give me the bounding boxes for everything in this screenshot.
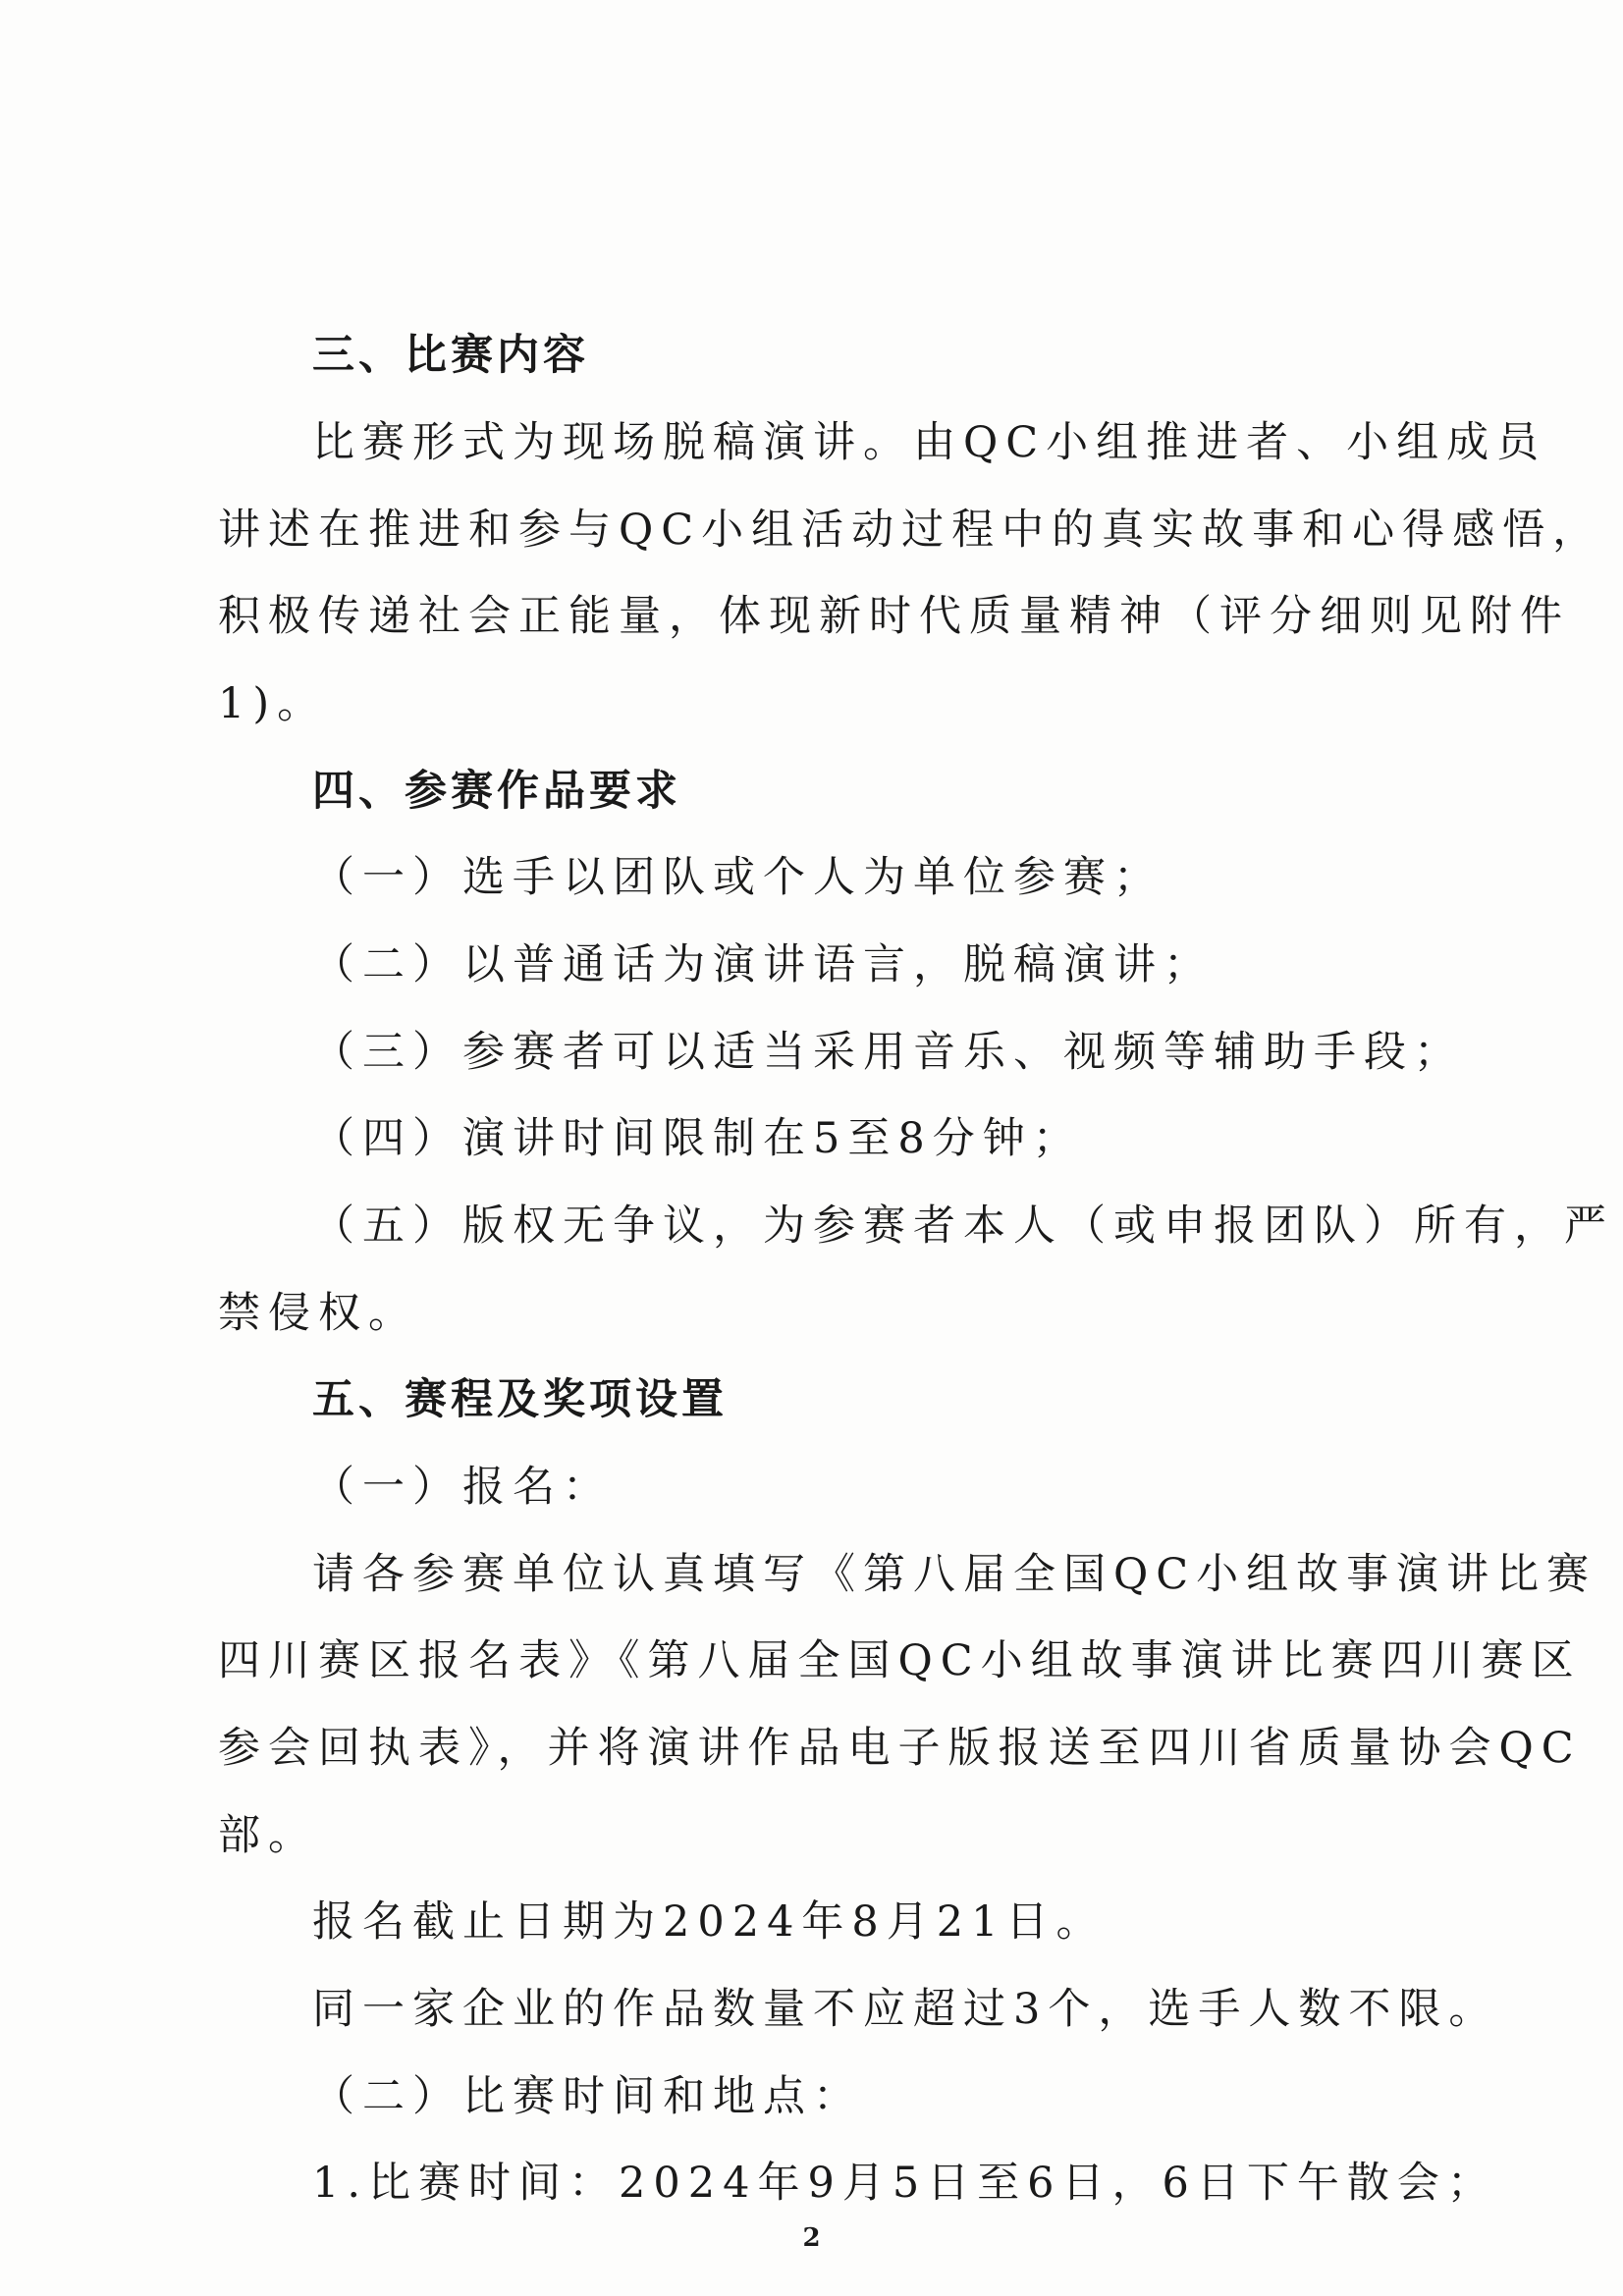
section-4-item-4: （四）演讲时间限制在5至8分钟； <box>312 1114 1083 1163</box>
section-4-heading: 四、参赛作品要求 <box>312 767 681 816</box>
registration-line-1: 请各参赛单位认真填写《第八届全国QC小组故事演讲比赛 <box>312 1550 1597 1599</box>
entry-limit: 同一家企业的作品数量不应超过3个，选手人数不限。 <box>312 1985 1499 2034</box>
section-4-item-5: （五）版权无争议，为参赛者本人（或申报团队）所有，严 <box>312 1201 1614 1251</box>
page-number: 2 <box>802 2223 821 2253</box>
section-4-item-5-continued: 禁侵权。 <box>218 1289 418 1338</box>
registration-line-2: 四川赛区报名表》《第八届全国QC小组故事演讲比赛四川赛区 <box>218 1636 1582 1685</box>
section-5-sub-1: （一）报名： <box>312 1463 613 1512</box>
registration-line-4: 部。 <box>218 1811 318 1860</box>
section-3-line-1: 比赛形式为现场脱稿演讲。由QC小组推进者、小组成员 <box>312 418 1547 467</box>
registration-line-3: 参会回执表》，并将演讲作品电子版报送至四川省质量协会QC <box>218 1724 1582 1773</box>
section-3-heading: 三、比赛内容 <box>312 331 589 380</box>
section-5-sub-2: （二）比赛时间和地点： <box>312 2072 863 2121</box>
section-3-line-2: 讲述在推进和参与QC小组活动过程中的真实故事和心得感悟， <box>218 506 1603 555</box>
section-4-item-2: （二）以普通话为演讲语言，脱稿演讲； <box>312 940 1214 989</box>
registration-deadline: 报名截止日期为2024年8月21日。 <box>312 1897 1107 1947</box>
section-5-heading: 五、赛程及奖项设置 <box>312 1375 728 1424</box>
section-4-item-3: （三）参赛者可以适当采用音乐、视频等辅助手段； <box>312 1028 1464 1077</box>
section-4-item-1: （一）选手以团队或个人为单位参赛； <box>312 853 1163 902</box>
competition-time: 1.比赛时间：2024年9月5日至6日，6日下午散会； <box>312 2159 1497 2208</box>
section-3-line-3: 积极传递社会正能量，体现新时代质量精神（评分细则见附件 <box>218 592 1570 641</box>
section-3-line-4: 1)。 <box>218 679 328 728</box>
